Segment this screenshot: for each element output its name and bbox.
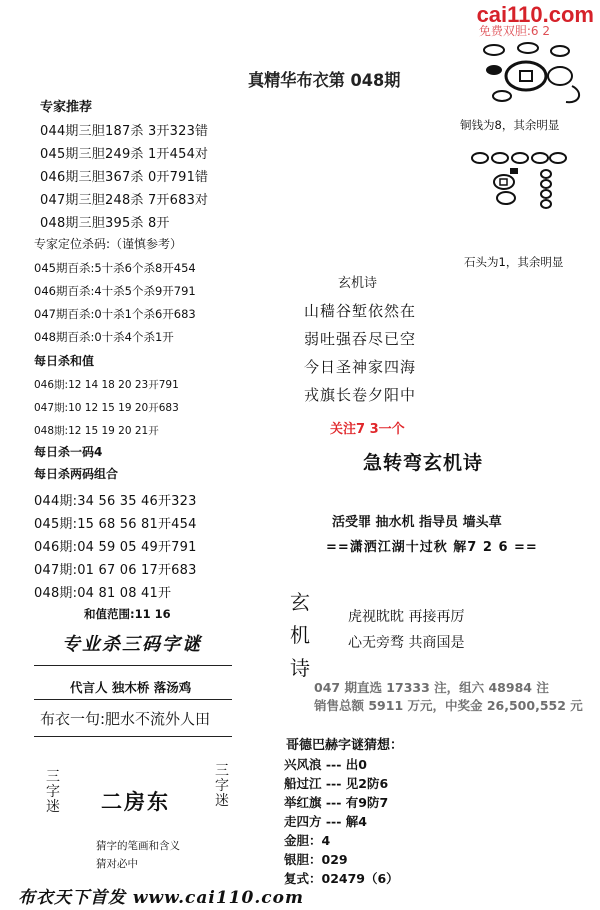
kill-two-line: 044期:34 56 35 46开323 [34,494,197,509]
expert-line: 046期三胆367杀 0开791错 [40,170,209,185]
riddle-label-left: 三字迷 [46,769,60,815]
goldbach-item: 兴风浪 --- 出0 [284,757,367,772]
riddle-hint: 猜对必中 [96,858,138,870]
footer-slogan: 布衣天下首发 www.cai110.com [18,888,304,908]
kill-two-line: 046期:04 59 05 49开791 [34,540,197,555]
riddle-label-right: 三字迷 [215,763,229,809]
position-kill-line: 046期百杀:4十杀5个杀9开791 [34,284,196,298]
xuanji-char: 诗 [290,656,310,680]
pro-riddle-heading: 专业杀三码字谜 [62,634,202,655]
goldbach-item: 金胆：4 [284,833,331,848]
xuanji-char: 机 [290,623,310,647]
sum-kill-line: 047期:10 12 15 19 20开683 [34,402,179,414]
page-title: 真精华布衣第 048期 [248,71,401,91]
spokesmen-line: 代言人 独木桥 落汤鸡 [70,680,192,695]
position-kill-line: 045期百杀:5十杀6个杀8开454 [34,261,196,275]
position-kill-line: 047期百杀:0十杀1个杀6开683 [34,307,196,321]
divider [34,665,232,666]
position-kill-head: 专家定位杀码:（谨慎参考） [34,237,183,251]
goldbach-item: 船过江 --- 见2防6 [284,776,389,791]
sum-kill-line: 046期:12 14 18 20 23开791 [34,379,179,391]
sum-kill-line: 048期:12 15 19 20 21开 [34,425,159,437]
lottery-stat: 销售总额 5911 万元，中奖金 26,500,552 元 [314,698,583,713]
buyi-sentence: 布衣一句:肥水不流外人田 [40,710,211,728]
kill-one-code: 每日杀一码4 [34,445,103,459]
kill-two-line: 048期:04 81 08 41开 [34,586,172,601]
sum-kill-head: 每日杀和值 [34,354,95,368]
goldbach-heading: 哥德巴赫字谜猜想： [286,738,404,753]
kill-two-line: 047期:01 67 06 17开683 [34,563,197,578]
coin-caption: 铜钱为8，其余明显 [460,118,560,132]
expert-line: 047期三胆248杀 7开683对 [40,193,209,208]
riddle-answer: 二房东 [101,790,170,814]
expert-line: 045期三胆249杀 1开454对 [40,147,209,162]
riddle-solution-line: ==潇洒江湖十过秋 解7 2 6 == [326,540,538,555]
poem-line: 今日圣神家四海 [304,358,417,376]
xuanji-char: 玄 [290,590,310,614]
focus-note: 关注7 3一个 [330,422,405,437]
site-watermark: cai110.com [476,2,594,27]
poem-line: 弱吐强吞尽已空 [304,330,417,348]
kill-two-line: 045期:15 68 56 81开454 [34,517,197,532]
stone-caption: 石头为1，其余明显 [464,255,564,269]
lottery-stat: 047 期直选 17333 注，组六 48984 注 [314,680,549,695]
goldbach-item: 复式：02479（6） [284,871,399,886]
goldbach-item: 银胆：029 [284,852,348,867]
divider [34,736,232,737]
expert-head: 专家推荐 [40,100,93,115]
xuanji-line: 心无旁骛 共商国是 [348,635,465,651]
free-pick-label: 免费双胆:6 2 [478,24,550,38]
riddle-hint: 猜字的笔画和含义 [96,840,180,852]
brain-teaser-heading: 急转弯玄机诗 [363,452,484,474]
poem-heading: 玄机诗 [338,276,378,291]
poem-line: 山穑谷堑依然在 [304,302,417,320]
expert-line: 048期三胆395杀 8开 [40,216,170,231]
sum-range: 和值范围:11 16 [84,607,171,621]
goldbach-item: 举红旗 --- 有9防7 [284,795,389,810]
poem-line: 戎旗长卷夕阳中 [304,386,417,404]
divider [34,699,232,700]
xuanji-line: 虎视眈眈 再接再厉 [348,609,465,625]
kill-two-head: 每日杀两码组合 [34,467,119,481]
goldbach-item: 走四方 --- 解4 [284,814,367,829]
position-kill-line: 048期百杀:0十杀4个杀1开 [34,330,174,344]
stone-picture [470,150,568,210]
expert-line: 044期三胆187杀 3开323错 [40,124,209,139]
riddle-words: 活受罪 抽水机 指导员 墙头草 [332,515,502,530]
coin-picture [476,42,586,110]
